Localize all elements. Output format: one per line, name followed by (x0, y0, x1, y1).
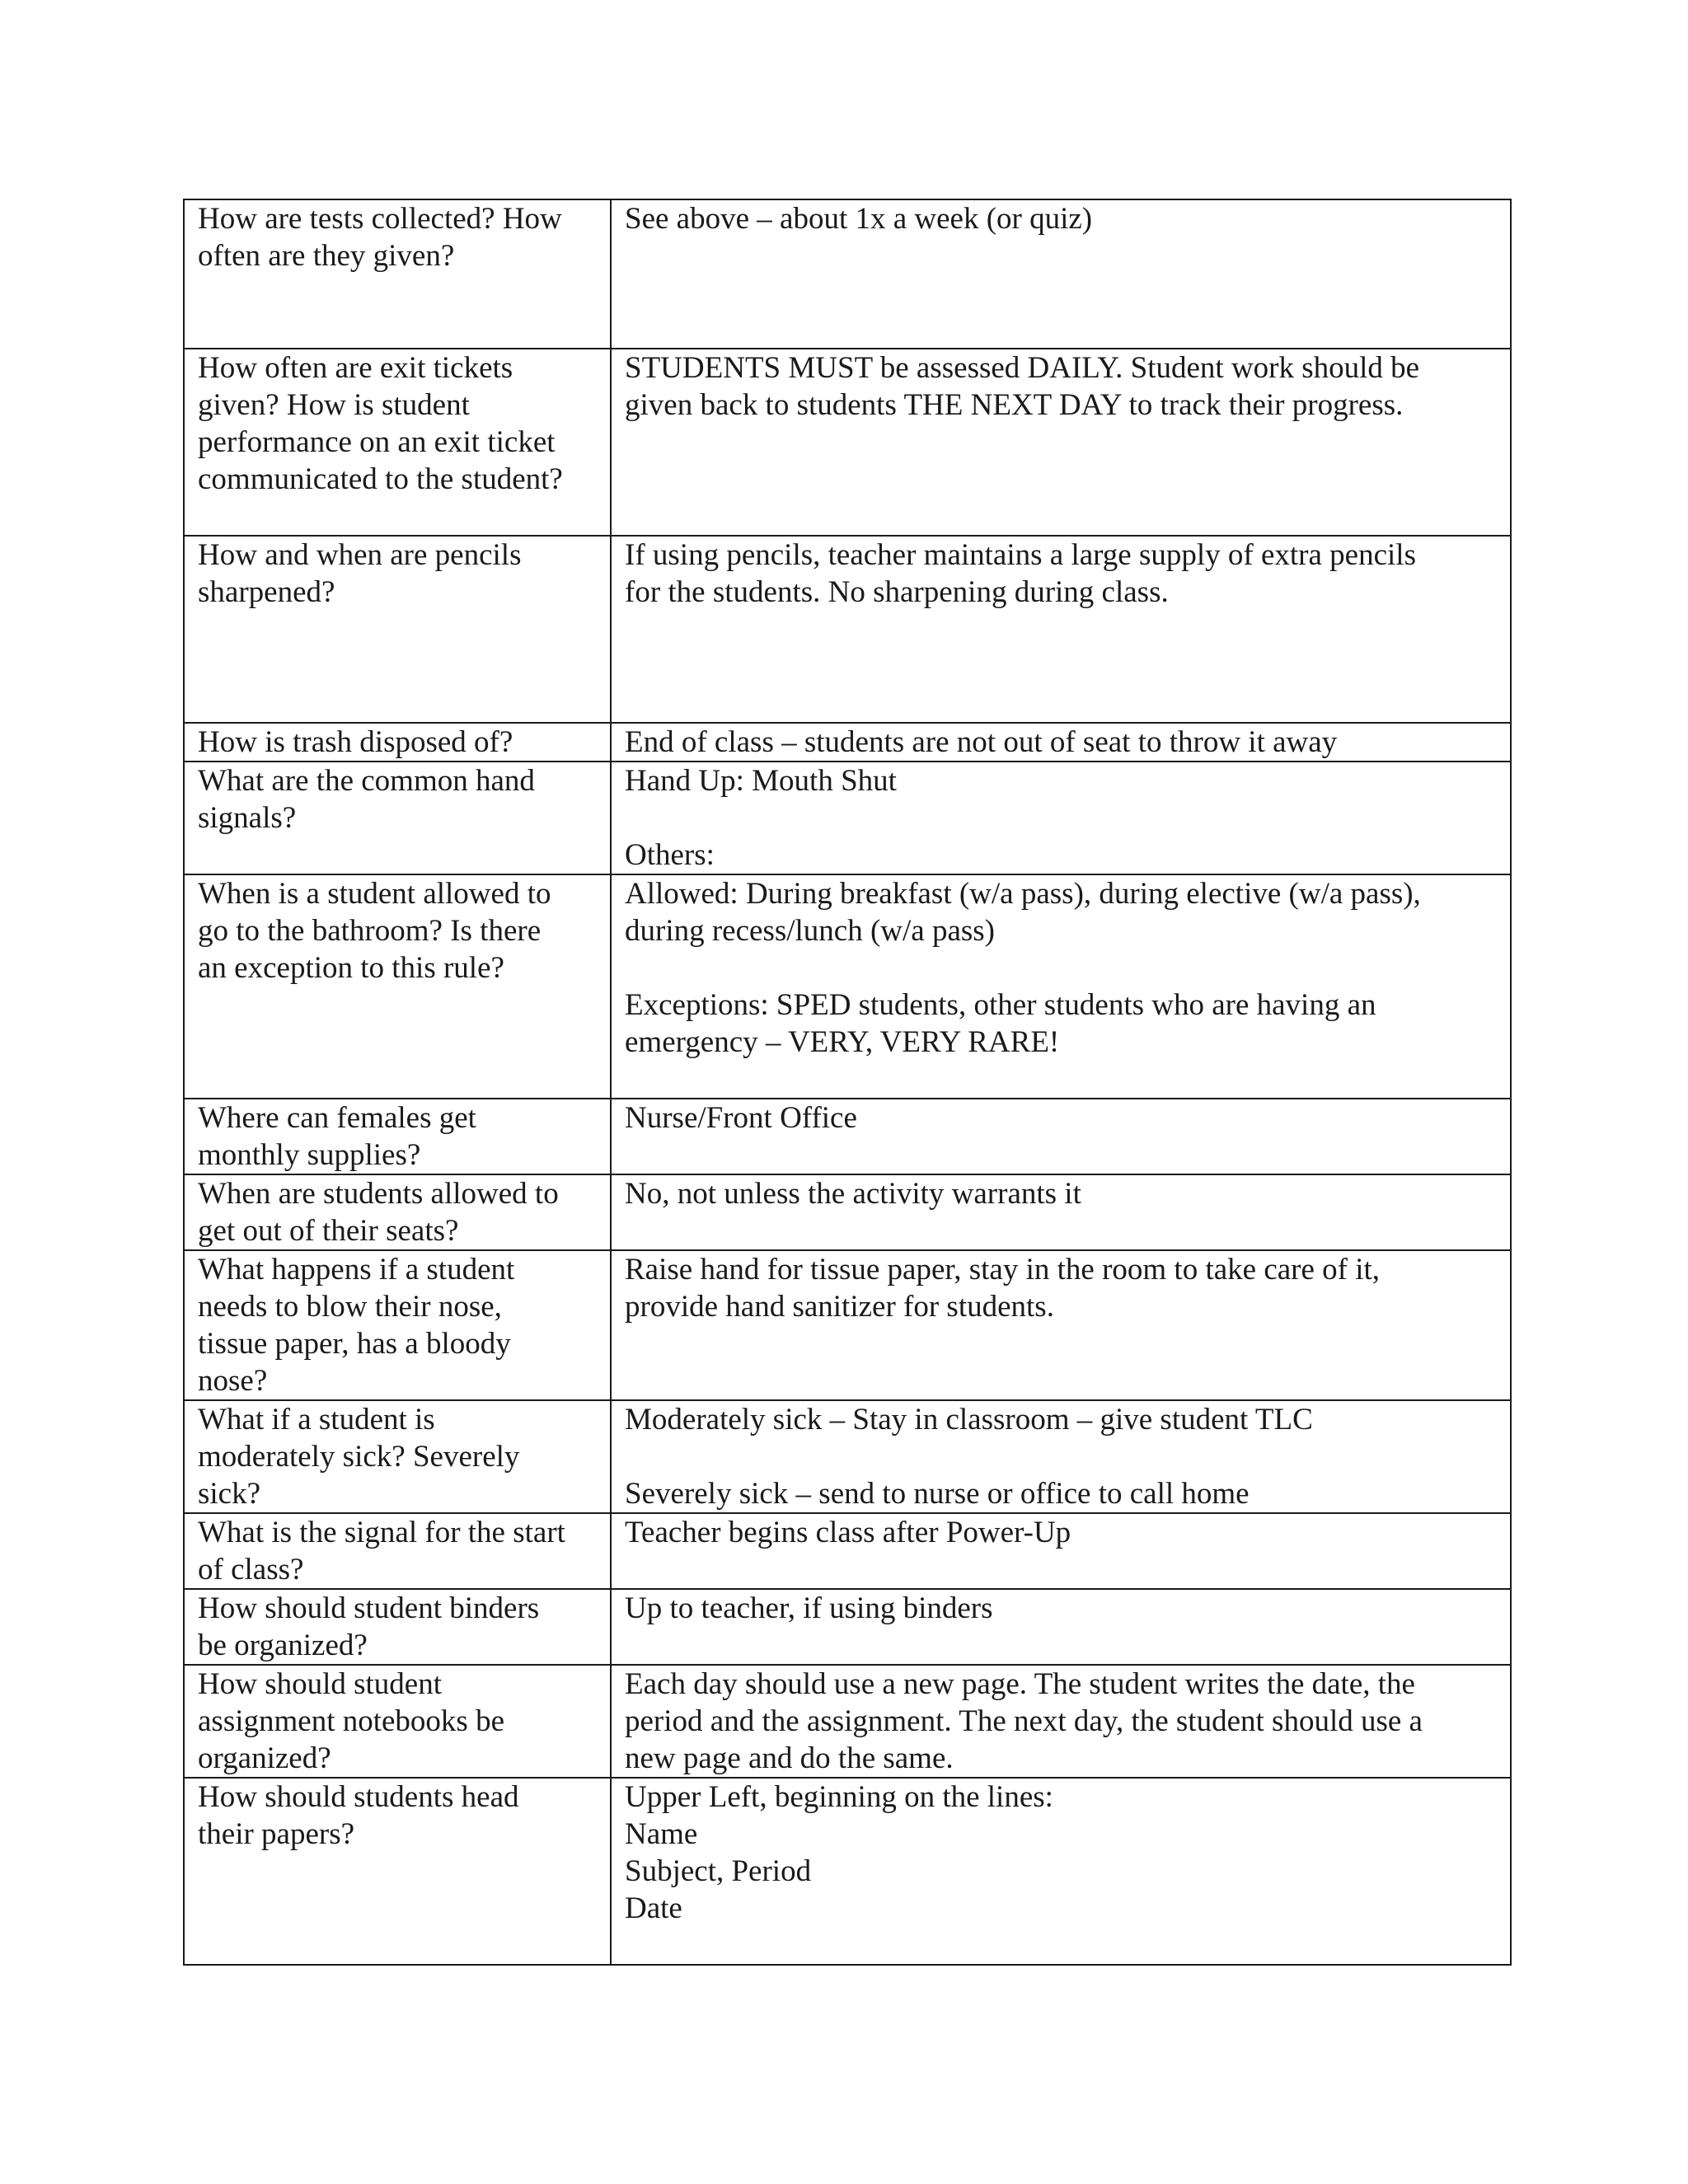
answer-line: provide hand sanitizer for students. (625, 1290, 1054, 1324)
question-line: What if a student is (198, 1403, 435, 1436)
question-cell (184, 199, 611, 349)
answer-line: Raise hand for tissue paper, stay in the room to take care of it, (625, 1253, 1381, 1286)
answer-cell (611, 349, 1511, 536)
answer-cell (611, 199, 1511, 349)
answer-cell (611, 1778, 1511, 1965)
question-line: given? How is student (198, 388, 470, 422)
question-cell (184, 1589, 611, 1665)
question-line: How and when are pencils (198, 538, 522, 572)
answer-line: emergency – VERY, VERY RARE! (625, 1025, 1060, 1059)
question-cell (184, 723, 611, 762)
question-line: assignment notebooks be (198, 1704, 505, 1738)
answer-cell (611, 723, 1511, 762)
table-row (184, 536, 1511, 723)
question-cell (184, 1250, 611, 1400)
question-line: get out of their seats? (198, 1214, 459, 1248)
answer-cell (611, 1250, 1511, 1400)
answer-line: Moderately sick – Stay in classroom – give student TLC (625, 1403, 1313, 1436)
answer-cell (611, 1589, 1511, 1665)
question-line: Where can females get (198, 1101, 476, 1135)
question-line: often are they given? (198, 239, 455, 273)
answer-line: Others: (625, 838, 715, 872)
question-line: sharpened? (198, 575, 335, 609)
answer-line: Teacher begins class after Power-Up (625, 1516, 1071, 1549)
question-cell (184, 762, 611, 874)
answer-line: Up to teacher, if using binders (625, 1591, 993, 1625)
question-line: performance on an exit ticket (198, 425, 556, 459)
answer-line: See above – about 1x a week (or quiz) (625, 202, 1093, 236)
answer-line: for the students. No sharpening during class. (625, 575, 1169, 609)
table-row (184, 762, 1511, 874)
question-line: organized? (198, 1741, 331, 1775)
answer-line: Severely sick – send to nurse or office to call home (625, 1477, 1250, 1511)
answer-line: If using pencils, teacher maintains a large supply of extra pencils (625, 538, 1416, 572)
answer-line: Each day should use a new page. The student writes the date, the (625, 1667, 1415, 1701)
question-line: needs to blow their nose, (198, 1290, 502, 1324)
question-cell (184, 349, 611, 536)
question-cell (184, 1778, 611, 1965)
question-cell (184, 874, 611, 1099)
answer-cell (611, 536, 1511, 723)
answer-cell (611, 762, 1511, 874)
paragraph-gap (625, 949, 1497, 987)
question-cell (184, 1665, 611, 1778)
table-row (184, 1174, 1511, 1250)
question-line: their papers? (198, 1817, 355, 1851)
question-line: tissue paper, has a bloody (198, 1327, 511, 1361)
question-line: When is a student allowed to (198, 877, 551, 911)
question-cell (184, 1099, 611, 1174)
question-cell (184, 536, 611, 723)
answer-line: End of class – students are not out of seat to throw it away (625, 725, 1338, 759)
answer-line: new page and do the same. (625, 1741, 954, 1775)
answer-cell (611, 1174, 1511, 1250)
question-cell (184, 1513, 611, 1589)
question-line: be organized? (198, 1629, 368, 1662)
answer-line: during recess/lunch (w/a pass) (625, 914, 996, 948)
answer-cell (611, 1400, 1511, 1513)
answer-line: Hand Up: Mouth Shut (625, 764, 897, 798)
table-row (184, 1099, 1511, 1174)
answer-line: Allowed: During breakfast (w/a pass), during elective (w/a pass), (625, 877, 1421, 911)
table-row (184, 1665, 1511, 1778)
procedures-table (183, 199, 1512, 1966)
question-line: How should student binders (198, 1591, 540, 1625)
answer-line: Exceptions: SPED students, other students who are having an (625, 988, 1376, 1022)
answer-cell (611, 1513, 1511, 1589)
table-row (184, 349, 1511, 536)
answer-cell (611, 874, 1511, 1099)
question-line: an exception to this rule? (198, 951, 504, 985)
question-line: nose? (198, 1364, 268, 1398)
question-line: What is the signal for the start (198, 1516, 565, 1549)
question-cell (184, 1174, 611, 1250)
table-row (184, 723, 1511, 762)
question-line: How should student (198, 1667, 442, 1701)
question-line: How is trash disposed of? (198, 725, 513, 759)
question-line: How are tests collected? How (198, 202, 562, 236)
question-line: go to the bathroom? Is there (198, 914, 542, 948)
paragraph-gap (625, 1438, 1497, 1475)
question-line: What are the common hand (198, 764, 535, 798)
answer-line: period and the assignment. The next day, the student should use a (625, 1704, 1423, 1738)
answer-line: No, not unless the activity warrants it (625, 1177, 1081, 1211)
table-row (184, 1778, 1511, 1965)
question-line: How should students head (198, 1780, 519, 1814)
question-line: When are students allowed to (198, 1177, 559, 1211)
answer-line: Date (625, 1891, 682, 1925)
answer-line: Upper Left, beginning on the lines: (625, 1780, 1053, 1814)
question-line: signals? (198, 801, 297, 835)
question-line: of class? (198, 1553, 304, 1586)
paragraph-gap (625, 799, 1497, 837)
question-line: communicated to the student? (198, 462, 563, 496)
question-line: How often are exit tickets (198, 351, 513, 385)
answer-line: Nurse/Front Office (625, 1101, 857, 1135)
answer-line: Subject, Period (625, 1854, 812, 1888)
table-row (184, 199, 1511, 349)
table-row (184, 1513, 1511, 1589)
table-row (184, 1400, 1511, 1513)
question-line: sick? (198, 1477, 261, 1511)
table-row (184, 1250, 1511, 1400)
answer-line: Name (625, 1817, 698, 1851)
answer-cell (611, 1099, 1511, 1174)
question-line: moderately sick? Severely (198, 1440, 520, 1474)
table-row (184, 874, 1511, 1099)
answer-line: STUDENTS MUST be assessed DAILY. Student work should be (625, 351, 1420, 385)
question-line: monthly supplies? (198, 1138, 421, 1172)
question-cell (184, 1400, 611, 1513)
table-row (184, 1589, 1511, 1665)
answer-line: given back to students THE NEXT DAY to track their progress. (625, 388, 1404, 422)
question-line: What happens if a student (198, 1253, 515, 1286)
answer-cell (611, 1665, 1511, 1778)
